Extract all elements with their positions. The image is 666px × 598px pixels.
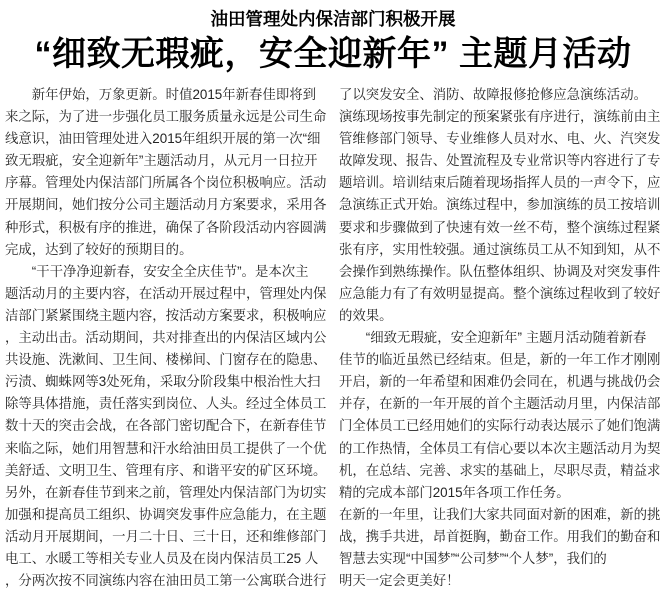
text-line: 在新的一年里，让我们大家共同面对新的困难，新的挑 <box>339 506 661 522</box>
text-line: 明天一定会更美好！ <box>339 573 460 589</box>
text-line: 数十天的突击会战，在各部门密切配合下，在新春佳节 <box>5 418 327 434</box>
text-line: 致无瑕疵，安全迎新年”主题活动月，从元月一日拉开 <box>5 153 318 169</box>
text-line: 活动月开展期间，一月二十日、三十日，还和维修部门 <box>5 528 327 544</box>
text-line: 电工、水暖工等相关专业人员及在岗内保洁员工25 人 <box>5 550 319 566</box>
text-line: 急演练正式开始。演练过程中，参加演练的员工按培训 <box>339 197 661 213</box>
text-line: 门全体员工已经用她们的实际行动表达展示了她们饱满 <box>339 418 661 434</box>
text-line: “干干净净迎新春，安安全全庆佳节”。是本次主 <box>5 263 309 279</box>
text-line: 的工作热情，全体员工有信心要以本次主题活动月为契 <box>339 440 661 456</box>
text-line: 来之际，为了进一步强化员工服务质量永远是公司生命 <box>5 109 327 125</box>
text-line: 洁部门紧紧围绕主题内容，按活动方案要求，积极响应 <box>5 307 327 323</box>
article-columns <box>0 84 666 592</box>
text-line: 管维修部门领导、专业维修人员对水、电、火、汽突发 <box>339 131 661 147</box>
text-line: ，主动出击。活动期间，共对排查出的内保洁区域内公 <box>5 330 327 346</box>
text-line: 完成，达到了较好的预期目的。 <box>5 241 193 257</box>
article-column-right <box>339 84 661 592</box>
text-line: 佳节的临近虽然已经结束。但是，新的一年工作才刚刚 <box>339 352 661 368</box>
article-column-left <box>5 84 327 592</box>
text-line: 另外，在新春佳节到来之前，管理处内保洁部门为切实 <box>5 484 327 500</box>
text-line: ，分两次按不同演练内容在油田员工第一公寓联合进行 <box>5 573 327 589</box>
text-line: 智慧去实现“中国梦”“公司梦”“个人梦”，我们的 <box>339 550 607 566</box>
text-line: 共设施、洗漱间、卫生间、楼梯间、门窗存在的隐患、 <box>5 352 327 368</box>
text-line: 题活动月的主要内容，在活动开展过程中，管理处内保 <box>5 285 327 301</box>
text-line: 题培训。培训结束后随着现场指挥人员的一声令下，应 <box>339 175 661 191</box>
text-line: 机，在总结、完善、求实的基础上，尽职尽责，精益求 <box>339 462 661 478</box>
text-line: 的效果。 <box>339 307 393 323</box>
text-line: 故障发现、报告、处置流程及专业常识等内容进行了专 <box>339 153 661 169</box>
text-line: 要求和步骤做到了快速有效一丝不苟，整个演练过程紧 <box>339 219 661 235</box>
text-line: 并存，在新的一年开展的首个主题活动月里，内保洁部 <box>339 396 661 412</box>
text-line: 除等具体措施，责任落实到岗位、人头。经过全体员工 <box>5 396 327 412</box>
text-line: 演练现场按事先制定的预案紧张有序进行，演练前由主 <box>339 109 661 125</box>
text-line: 美舒适、文明卫生、管理有序、和谐平安的矿区环境。 <box>5 462 327 478</box>
article-supertitle: 油田管理处内保洁部门积极开展 <box>210 9 456 29</box>
text-line: 了以突发安全、消防、故障报修抢修应急演练活动。 <box>339 87 647 102</box>
text-line: 加强和提高员工组织、协调突发事件应急能力，在主题 <box>5 506 327 522</box>
text-line: 新年伊始，万象更新。时值2015年新春佳即将到 <box>5 87 316 102</box>
article-headline: “细致无瑕疵，安全迎新年” 主题月活动 <box>34 35 632 73</box>
text-line: 序幕。管理处内保洁部门所属各个岗位积极响应。活动 <box>5 175 327 191</box>
text-line: 线意识，油田管理处进入2015年组织开展的第一次“细 <box>5 131 321 147</box>
text-line: 污渍、蜘蛛网等3处死角，采取分阶段集中根治性大扫 <box>5 374 321 390</box>
text-line: 开展期间，她们按分公司主题活动月方案要求，采用各 <box>5 197 327 213</box>
text-line: 来临之际，她们用智慧和汗水给油田员工提供了一个优 <box>5 440 327 456</box>
text-line: 精的完成本部门2015年各项工作任务。 <box>339 484 570 500</box>
text-line: 会操作到熟练操作。队伍整体组织、协调及对突发事件 <box>339 263 661 279</box>
text-line: “细致无瑕疵，安全迎新年” 主题月活动随着新春 <box>339 330 647 346</box>
text-line: 种形式，积极有序的推进，确保了各阶段活动内容圆满 <box>5 219 327 235</box>
text-line: 张有序，实用性较强。通过演练员工从不知到知，从不 <box>339 241 661 257</box>
text-line: 战，携手共进，昂首挺胸，勤奋工作。用我们的勤奋和 <box>339 528 661 544</box>
text-line: 应急能力有了有效明显提高。整个演练过程收到了较好 <box>339 285 661 301</box>
text-line: 开启，新的一年希望和困难仍会同在，机遇与挑战仍会 <box>339 374 661 390</box>
